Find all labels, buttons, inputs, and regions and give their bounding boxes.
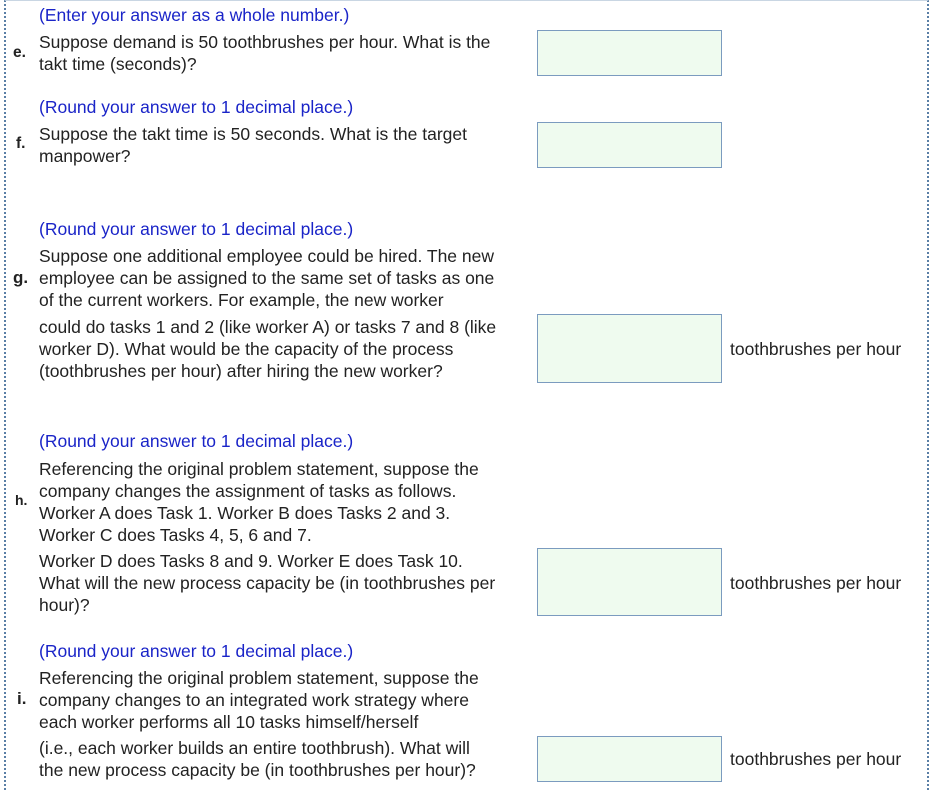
question-f-line-1: Suppose the takt time is 50 seconds. What is the target — [39, 124, 468, 144]
answer-input-h[interactable] — [537, 548, 722, 616]
question-h-line-2: company changes the assignment of tasks as follows. — [39, 481, 457, 501]
answer-input-e[interactable] — [537, 30, 722, 76]
question-i-line-3: each worker performs all 10 tasks himself/herself — [39, 712, 419, 732]
question-i-line-1: Referencing the original problem statement, suppose the — [39, 668, 479, 688]
part-letter-g: g. — [13, 268, 29, 287]
question-e-line-2: takt time (seconds)? — [39, 54, 197, 74]
question-g-line-1: Suppose one additional employee could be hired. The new — [39, 246, 494, 266]
question-g-line-2: employee can be assigned to the same set of tasks as one — [39, 268, 495, 288]
question-f-line-2: manpower? — [39, 146, 131, 166]
part-letter-i: i. — [17, 689, 27, 708]
question-i-line-2: company changes to an integrated work strategy where — [39, 690, 469, 710]
part-letter-e: e. — [13, 44, 26, 61]
unit-label-h: toothbrushes per hour — [730, 573, 902, 593]
question-i-line-5: the new process capacity be (in toothbrushes per hour)? — [39, 760, 476, 780]
note-g: (Round your answer to 1 decimal place.) — [39, 219, 354, 239]
answer-input-i[interactable] — [537, 736, 722, 782]
note-f: (Round your answer to 1 decimal place.) — [39, 97, 354, 117]
note-e: (Enter your answer as a whole number.) — [39, 5, 350, 25]
question-i-line-4: (i.e., each worker builds an entire toothbrush). What will — [39, 738, 470, 758]
unit-label-g: toothbrushes per hour — [730, 339, 902, 359]
part-letter-f: f. — [16, 135, 26, 152]
unit-label-i: toothbrushes per hour — [730, 749, 902, 769]
part-letter-h: h. — [15, 492, 28, 508]
question-h-line-4: Worker C does Tasks 4, 5, 6 and 7. — [39, 525, 312, 545]
question-g-line-3: of the current workers. For example, the new worker — [39, 290, 444, 310]
question-h-line-1: Referencing the original problem statement, suppose the — [39, 459, 479, 479]
question-h-line-3: Worker A does Task 1. Worker B does Tasks 2 and 3. — [39, 503, 451, 523]
note-i: (Round your answer to 1 decimal place.) — [39, 641, 354, 661]
answer-input-g[interactable] — [537, 314, 722, 383]
question-h-line-6: What will the new process capacity be (in toothbrushes per — [39, 573, 496, 593]
question-h-line-5: Worker D does Tasks 8 and 9. Worker E does Task 10. — [39, 551, 463, 571]
note-h: (Round your answer to 1 decimal place.) — [39, 431, 354, 451]
question-e-line-1: Suppose demand is 50 toothbrushes per hour. What is the — [39, 32, 491, 52]
question-h-line-7: hour)? — [39, 595, 90, 615]
question-g-line-6: (toothbrushes per hour) after hiring the new worker? — [39, 361, 443, 381]
question-g-line-4: could do tasks 1 and 2 (like worker A) or tasks 7 and 8 (like — [39, 317, 497, 337]
question-g-line-5: worker D). What would be the capacity of the process — [39, 339, 454, 359]
answer-input-f[interactable] — [537, 122, 722, 168]
